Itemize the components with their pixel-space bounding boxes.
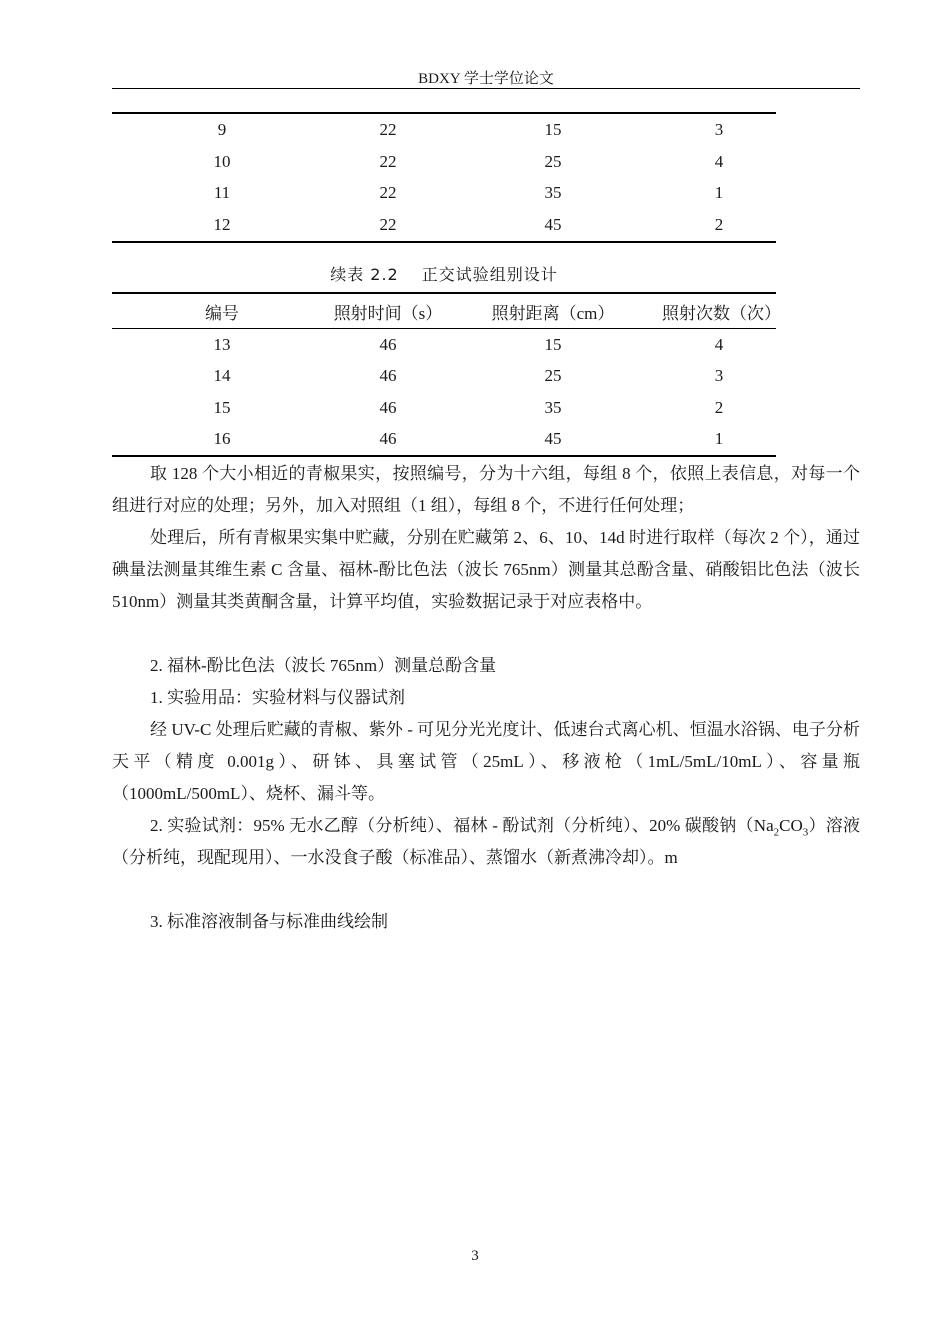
section-heading-folin-method: 2. 福林-酚比色法（波长 765nm）测量总酚含量 bbox=[150, 656, 497, 675]
paragraph-storage-sampling: 处理后，所有青椒果实集中贮藏，分别在贮藏第 2、6、10、14d 时进行取样（每次 2 个），通过碘量法测量其维生素 C 含量、福林-酚比色法（波长 765nm）测量其总酚含量、硝酸铝比色法（波长 510nm）测量其类黄酮含量，计算平均值，实验数据记录于对应表格中。 bbox=[112, 528, 860, 611]
table-row bbox=[112, 113, 776, 146]
table-cell: 10 bbox=[213, 151, 231, 171]
table-cell: 16 bbox=[213, 429, 231, 449]
table-row bbox=[112, 146, 776, 178]
page-header: BDXY 学士学位论文 bbox=[418, 71, 554, 87]
table-cell: 25 bbox=[544, 366, 562, 386]
paragraph-reagents bbox=[112, 810, 860, 874]
table-cell: 45 bbox=[544, 429, 562, 449]
orthogonal-design-table bbox=[112, 292, 781, 457]
table-cell: 15 bbox=[213, 397, 231, 417]
table-cell: 3 bbox=[714, 366, 724, 386]
table-cell: 1 bbox=[714, 429, 724, 449]
table-cell: 22 bbox=[379, 215, 397, 235]
table-cell: 9 bbox=[217, 119, 227, 139]
table-cell: 25 bbox=[544, 151, 562, 171]
column-header-distance: 照射距离（cm） bbox=[444, 293, 662, 329]
table-caption: 续表 2.2 正交试验组别设计 bbox=[330, 265, 558, 284]
table-cell: 12 bbox=[213, 215, 231, 235]
paragraph-instruments: 经 UV-C 处理后贮藏的青椒、紫外 - 可见分光光度计、低速台式离心机、恒温水浴锅、电子分析天平（精度 0.001g）、研钵、具塞试管（25mL）、移液枪（1mL/5mL/10mL）、容量瓶（1000mL/500mL）、烧杯、漏斗等。 bbox=[112, 720, 860, 803]
table-row bbox=[112, 361, 776, 393]
subheading-standard-curve: 3. 标准溶液制备与标准曲线绘制 bbox=[150, 912, 388, 931]
table-cell: 35 bbox=[544, 183, 562, 203]
reagents-text-a: 2. 实验试剂：95% 无水乙醇（分析纯）、福林 - 酚试剂（分析纯）、20% 碳酸钠（Na bbox=[150, 816, 774, 835]
reagents-text-c: ）溶液（分析纯，现配现用）、一水没食子酸（标准品）、蒸馏水（新煮沸冷却）。m bbox=[112, 816, 861, 867]
table-row bbox=[112, 329, 776, 361]
reagents-text-b: CO bbox=[779, 816, 803, 835]
table-cell: 14 bbox=[213, 366, 231, 386]
table-continuation-top bbox=[112, 112, 776, 243]
table-cell: 15 bbox=[544, 119, 562, 139]
table-cell: 46 bbox=[379, 366, 397, 386]
table-cell: 13 bbox=[213, 334, 231, 354]
paragraph-sample-grouping: 取 128 个大小相近的青椒果实，按照编号，分为十六组，每组 8 个，依照上表信息，对每一个组进行对应的处理；另外，加入对照组（1 组），每组 8 个，不进行任何处理； bbox=[112, 464, 860, 515]
table-cell: 4 bbox=[714, 334, 724, 354]
table-row bbox=[112, 424, 776, 457]
table-header-row bbox=[112, 293, 776, 329]
column-header-time: 照射时间（s） bbox=[332, 293, 444, 329]
table-row bbox=[112, 392, 776, 424]
table-cell: 2 bbox=[714, 215, 724, 235]
column-header-id: 编号 bbox=[112, 293, 332, 329]
table-row bbox=[112, 209, 776, 242]
table-cell: 35 bbox=[544, 397, 562, 417]
page-number: 3 bbox=[471, 1248, 479, 1264]
table-cell: 46 bbox=[379, 397, 397, 417]
column-header-count: 照射次数（次） bbox=[662, 293, 776, 329]
subscript-3: 3 bbox=[802, 826, 809, 839]
subscript-2: 2 bbox=[773, 826, 780, 839]
table-cell: 46 bbox=[379, 429, 397, 449]
subheading-materials: 1. 实验用品：实验材料与仪器试剂 bbox=[150, 688, 405, 707]
table-cell: 1 bbox=[714, 183, 724, 203]
header-rule bbox=[112, 88, 860, 89]
table-cell: 2 bbox=[714, 397, 724, 417]
table-cell: 45 bbox=[544, 215, 562, 235]
table-cell: 22 bbox=[379, 151, 397, 171]
table-cell: 15 bbox=[544, 334, 562, 354]
table-cell: 22 bbox=[379, 119, 397, 139]
table-cell: 4 bbox=[714, 151, 724, 171]
table-cell: 46 bbox=[379, 334, 397, 354]
table-cell: 11 bbox=[213, 183, 231, 203]
table-row bbox=[112, 178, 776, 210]
table-cell: 3 bbox=[714, 119, 724, 139]
table-cell: 22 bbox=[379, 183, 397, 203]
